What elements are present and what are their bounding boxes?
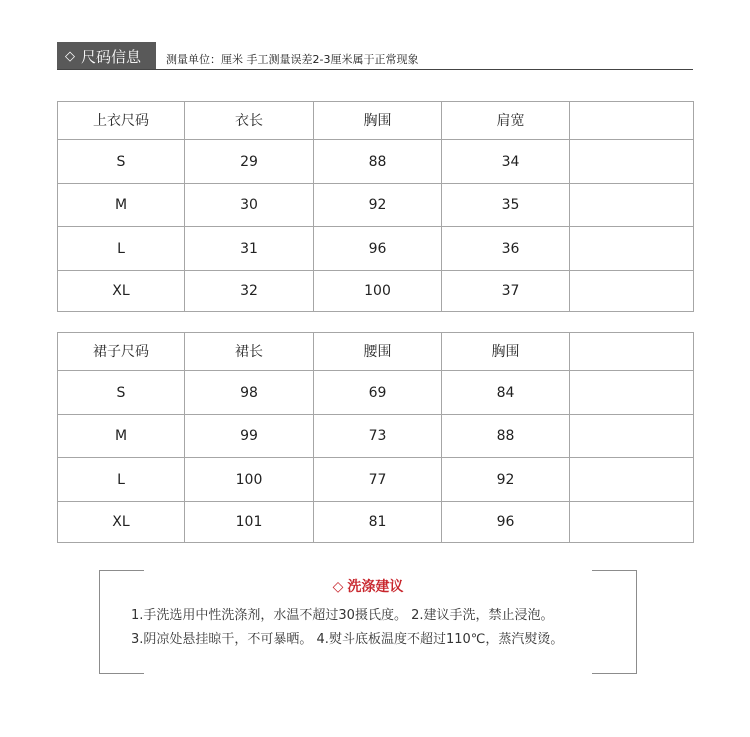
table-cell: 100 bbox=[314, 271, 442, 312]
top-size-table bbox=[57, 101, 694, 312]
table-header-row bbox=[58, 333, 694, 371]
table-cell: 96 bbox=[314, 227, 442, 271]
table-row bbox=[58, 184, 694, 227]
table-cell bbox=[570, 371, 694, 415]
header-cell: 胸围 bbox=[442, 333, 570, 371]
table-cell: 84 bbox=[442, 371, 570, 415]
size-cell: M bbox=[58, 415, 185, 458]
frame-corner bbox=[100, 570, 144, 571]
table-cell: 30 bbox=[185, 184, 314, 227]
header-divider bbox=[57, 69, 693, 70]
size-cell: S bbox=[58, 371, 185, 415]
table-cell: 29 bbox=[185, 140, 314, 184]
table-cell: 92 bbox=[314, 184, 442, 227]
table-row bbox=[58, 271, 694, 312]
table-row bbox=[58, 371, 694, 415]
care-title bbox=[100, 576, 636, 596]
table-cell: 31 bbox=[185, 227, 314, 271]
table-cell bbox=[570, 415, 694, 458]
size-info-title-tab bbox=[57, 42, 156, 70]
frame-corner bbox=[592, 673, 636, 674]
table-cell: 77 bbox=[314, 458, 442, 502]
header-cell: 裙子尺码 bbox=[58, 333, 185, 371]
header-cell: 胸围 bbox=[314, 102, 442, 140]
header-cell bbox=[570, 102, 694, 140]
table-cell: 36 bbox=[442, 227, 570, 271]
size-cell: S bbox=[58, 140, 185, 184]
size-cell: XL bbox=[58, 502, 185, 543]
size-cell: L bbox=[58, 227, 185, 271]
header-cell: 腰围 bbox=[314, 333, 442, 371]
table-row bbox=[58, 140, 694, 184]
table-header-row bbox=[58, 102, 694, 140]
care-instruction-line: 1.手洗选用中性洗涤剂，水温不超过30摄氏度。 2.建议手洗，禁止浸泡。 bbox=[131, 608, 554, 623]
table-row bbox=[58, 415, 694, 458]
skirt-size-table bbox=[57, 332, 694, 543]
size-cell: XL bbox=[58, 271, 185, 312]
table-cell bbox=[570, 227, 694, 271]
frame-corner bbox=[592, 570, 636, 571]
table-cell: 88 bbox=[442, 415, 570, 458]
table-cell: 81 bbox=[314, 502, 442, 543]
measurement-note: 测量单位：厘米 手工测量误差2-3厘米属于正常现象 bbox=[166, 53, 419, 66]
diamond-outline-icon: ◇ bbox=[65, 48, 75, 64]
table-cell bbox=[570, 458, 694, 502]
table-cell: 96 bbox=[442, 502, 570, 543]
table-cell: 98 bbox=[185, 371, 314, 415]
table-cell: 34 bbox=[442, 140, 570, 184]
table-row bbox=[58, 227, 694, 271]
care-title-text: 洗涤建议 bbox=[347, 579, 404, 595]
care-instructions-box bbox=[99, 570, 637, 674]
table-cell: 92 bbox=[442, 458, 570, 502]
header-cell: 肩宽 bbox=[442, 102, 570, 140]
table-cell bbox=[570, 502, 694, 543]
table-cell bbox=[570, 140, 694, 184]
table-cell: 99 bbox=[185, 415, 314, 458]
frame-corner bbox=[100, 673, 144, 674]
table-cell bbox=[570, 184, 694, 227]
table-cell: 101 bbox=[185, 502, 314, 543]
table-row bbox=[58, 502, 694, 543]
table-cell: 37 bbox=[442, 271, 570, 312]
table-cell: 32 bbox=[185, 271, 314, 312]
diamond-outline-icon: ◇ bbox=[332, 579, 344, 595]
table-cell: 73 bbox=[314, 415, 442, 458]
size-cell: L bbox=[58, 458, 185, 502]
table-cell: 88 bbox=[314, 140, 442, 184]
size-cell: M bbox=[58, 184, 185, 227]
table-row bbox=[58, 458, 694, 502]
header-cell bbox=[570, 333, 694, 371]
care-instruction-line: 3.阴凉处悬挂晾干，不可暴晒。 4.熨斗底板温度不超过110℃，蒸汽熨烫。 bbox=[131, 632, 564, 647]
size-info-title: 尺码信息 bbox=[81, 47, 142, 66]
header-cell: 上衣尺码 bbox=[58, 102, 185, 140]
table-cell: 35 bbox=[442, 184, 570, 227]
table-cell: 100 bbox=[185, 458, 314, 502]
table-cell bbox=[570, 271, 694, 312]
table-cell: 69 bbox=[314, 371, 442, 415]
header-cell: 裙长 bbox=[185, 333, 314, 371]
header-cell: 衣长 bbox=[185, 102, 314, 140]
